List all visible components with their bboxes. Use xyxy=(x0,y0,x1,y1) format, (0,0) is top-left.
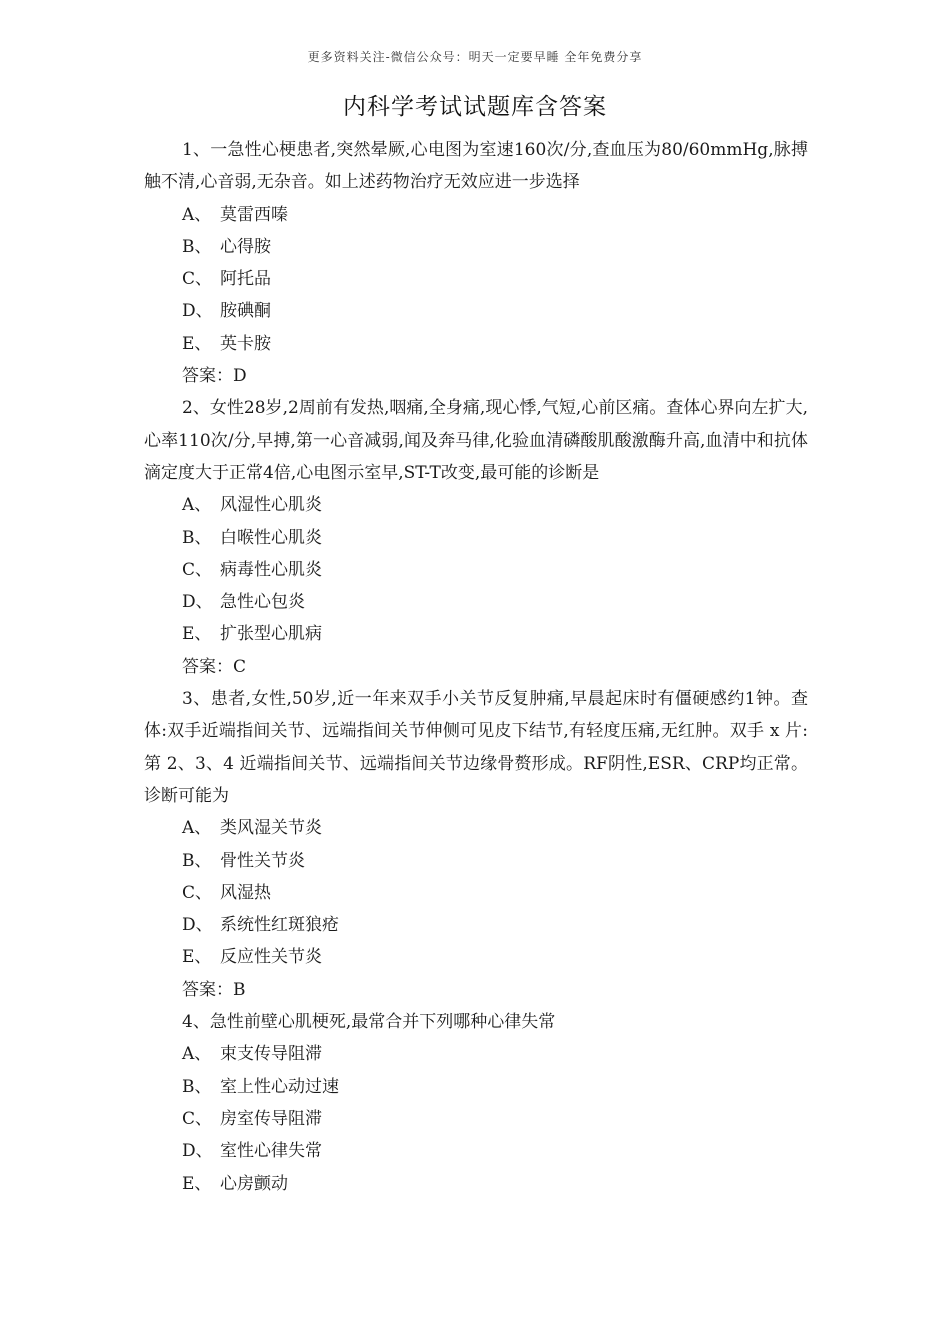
option-letter: A、 xyxy=(182,1044,212,1065)
option-letter: D、 xyxy=(182,592,213,613)
option-d xyxy=(144,1135,808,1167)
option-c xyxy=(144,263,808,295)
answer-line: 答案：D xyxy=(182,366,247,387)
answer-line: 答案：C xyxy=(182,656,247,677)
option-e xyxy=(144,1168,808,1200)
option-letter: D、 xyxy=(182,915,213,936)
option-letter: C、 xyxy=(182,559,213,580)
option-text: 风湿热 xyxy=(220,882,271,903)
option-letter: B、 xyxy=(182,527,212,548)
question-3 xyxy=(144,683,808,1006)
option-letter: D、 xyxy=(182,1141,213,1162)
option-c xyxy=(144,1103,808,1135)
option-c xyxy=(144,877,808,909)
question-stem: 3、患者,女性,50岁,近一年来双手小关节反复肿痛,早晨起床时有僵硬感约1钟。查体:双手近端指间关节、远端指间关节伸侧可见皮下结节,有轻度压痛,无红肿。双手 x 片:第 2、3、4 近端指间关节、远端指间关节边缘骨赘形成。RF阴性,ESR、CRP均正常。诊断可能为 xyxy=(144,689,808,806)
option-a xyxy=(144,812,808,844)
option-text: 阿托品 xyxy=(220,269,271,290)
option-letter: B、 xyxy=(182,1076,212,1097)
option-text: 骨性关节炎 xyxy=(220,850,305,871)
option-letter: C、 xyxy=(182,269,213,290)
header-note: 更多资料关注-微信公众号：明天一定要早睡 全年免费分享 xyxy=(307,50,643,64)
option-b xyxy=(144,845,808,877)
option-letter: B、 xyxy=(182,850,212,871)
option-letter: E、 xyxy=(182,947,212,968)
page-title: 内科学考试试题库含答案 xyxy=(343,94,607,120)
question-list xyxy=(144,134,808,1200)
option-text: 类风湿关节炎 xyxy=(220,818,322,839)
option-d xyxy=(144,909,808,941)
option-letter: E、 xyxy=(182,624,212,645)
option-text: 英卡胺 xyxy=(220,333,271,354)
option-text: 心房颤动 xyxy=(220,1173,288,1194)
option-text: 急性心包炎 xyxy=(220,592,305,613)
option-b xyxy=(144,231,808,263)
option-d xyxy=(144,295,808,327)
option-letter: E、 xyxy=(182,1173,212,1194)
option-d xyxy=(144,586,808,618)
option-text: 束支传导阻滞 xyxy=(220,1044,322,1065)
option-letter: A、 xyxy=(182,818,212,839)
option-a xyxy=(144,1038,808,1070)
option-letter: A、 xyxy=(182,495,212,516)
question-2 xyxy=(144,392,808,683)
option-text: 胺碘酮 xyxy=(220,301,271,322)
option-text: 房室传导阻滞 xyxy=(220,1108,322,1129)
option-b xyxy=(144,1071,808,1103)
option-letter: C、 xyxy=(182,1108,213,1129)
option-c xyxy=(144,554,808,586)
option-text: 反应性关节炎 xyxy=(220,947,322,968)
option-letter: E、 xyxy=(182,333,212,354)
option-e xyxy=(144,618,808,650)
option-text: 病毒性心肌炎 xyxy=(220,559,322,580)
option-text: 风湿性心肌炎 xyxy=(220,495,322,516)
option-e xyxy=(144,941,808,973)
option-text: 扩张型心肌病 xyxy=(220,624,322,645)
question-stem: 4、急性前壁心肌梗死,最常合并下列哪种心律失常 xyxy=(182,1012,556,1033)
option-text: 莫雷西嗪 xyxy=(220,204,288,225)
option-a xyxy=(144,199,808,231)
option-letter: C、 xyxy=(182,882,213,903)
option-letter: B、 xyxy=(182,236,212,257)
option-a xyxy=(144,489,808,521)
option-letter: A、 xyxy=(182,204,212,225)
answer-line: 答案：B xyxy=(182,979,246,1000)
option-text: 白喉性心肌炎 xyxy=(220,527,322,548)
option-b xyxy=(144,522,808,554)
option-text: 系统性红斑狼疮 xyxy=(220,915,339,936)
question-stem: 1、一急性心梗患者,突然晕厥,心电图为室速160次/分,查血压为80/60mmHg,脉搏触不清,心音弱,无杂音。如上述药物治疗无效应进一步选择 xyxy=(144,140,808,193)
question-stem: 2、女性28岁,2周前有发热,咽痛,全身痛,现心悸,气短,心前区痛。查体心界向左扩大,心率110次/分,早搏,第一心音减弱,闻及奔马律,化验血清磷酸肌酸激酶升高,血清中和抗体滴定度大于正常4倍,心电图示室早,ST-T改变,最可能的诊断是 xyxy=(144,398,808,483)
option-text: 室性心律失常 xyxy=(220,1141,322,1162)
option-text: 室上性心动过速 xyxy=(220,1076,339,1097)
option-e xyxy=(144,328,808,360)
option-letter: D、 xyxy=(182,301,213,322)
option-text: 心得胺 xyxy=(220,236,271,257)
question-4 xyxy=(144,1006,808,1200)
question-1 xyxy=(144,134,808,392)
